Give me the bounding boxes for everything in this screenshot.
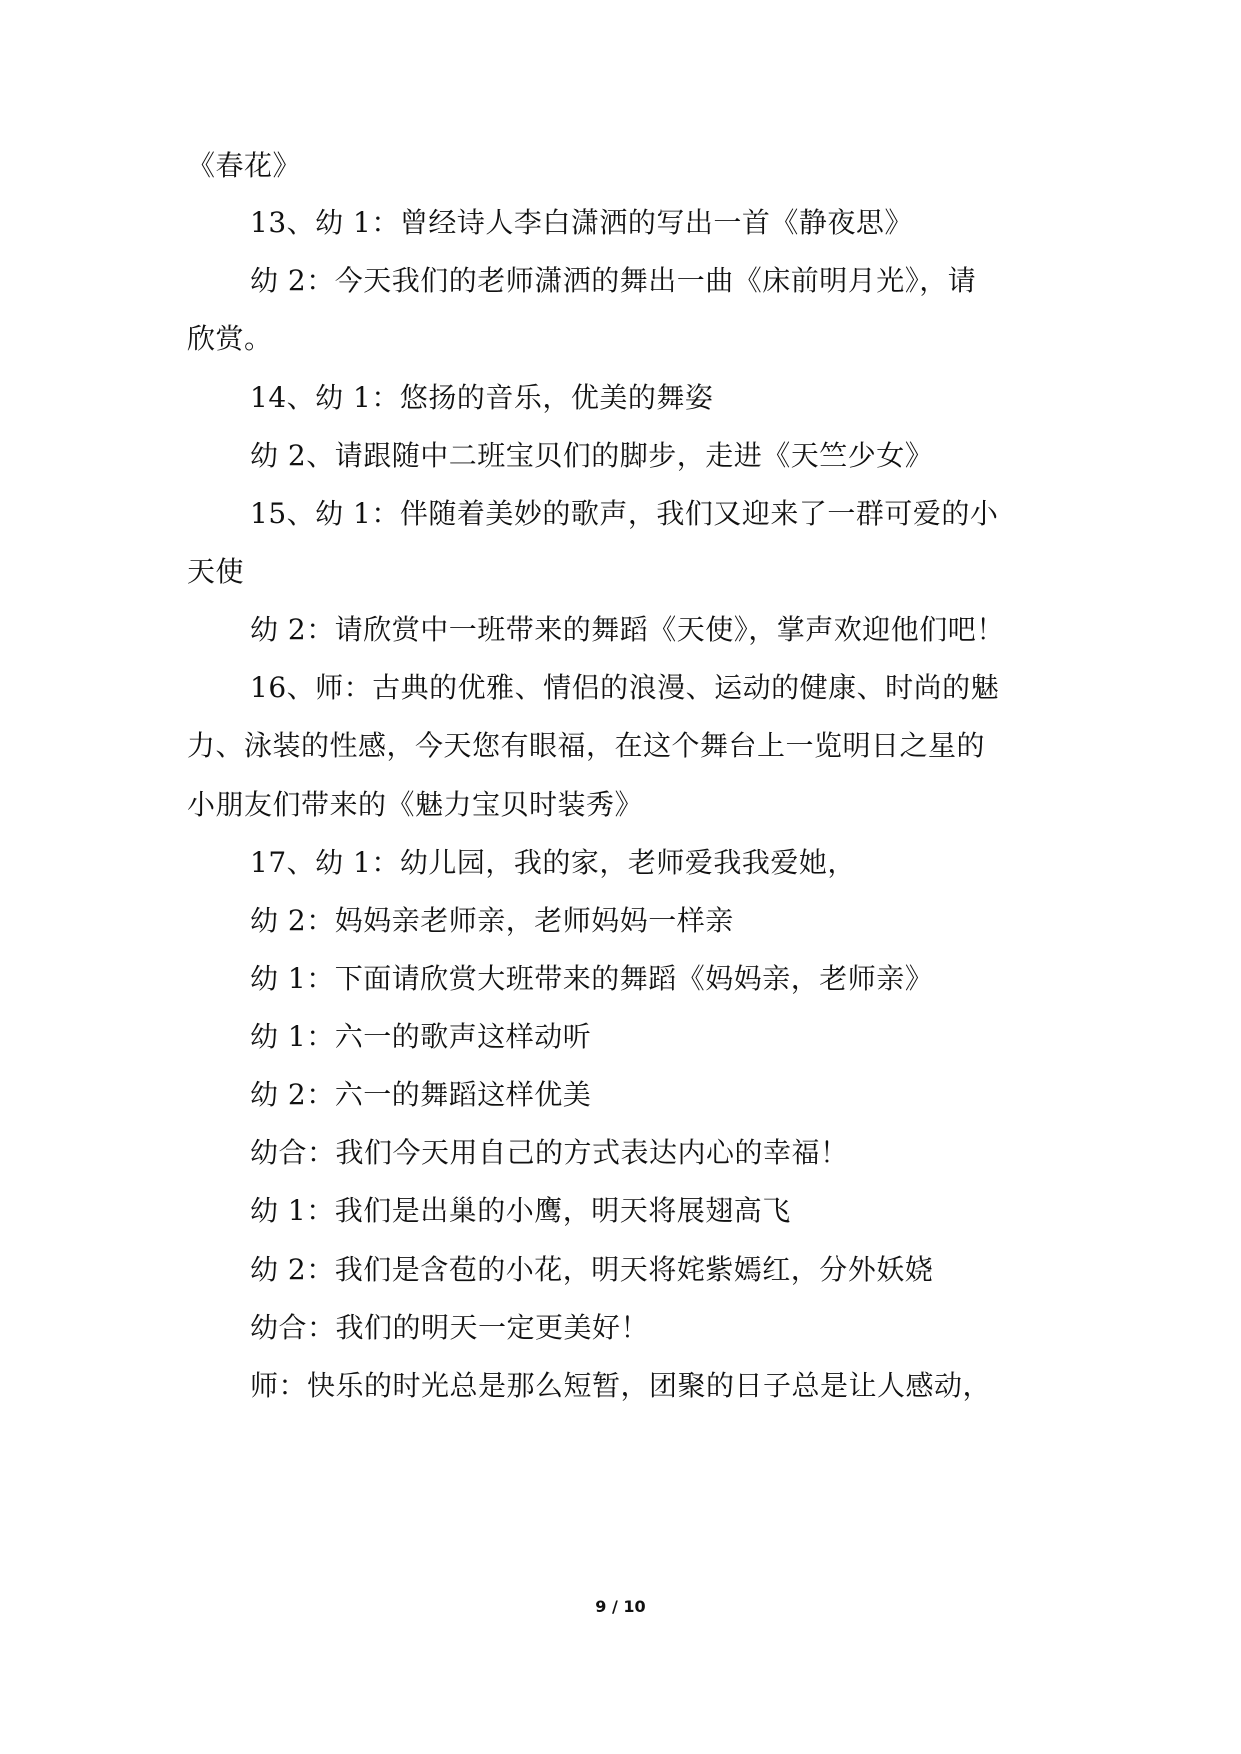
- text-line: 《春花》: [187, 149, 302, 182]
- text-line: 13、幼 1：曾经诗人李白潇洒的写出一首《静夜思》: [250, 206, 913, 239]
- text-line: 17、幼 1：幼儿园，我的家，老师爱我我爱她，: [250, 846, 856, 879]
- text-line: 幼 1：我们是出巢的小鹰，明天将展翅高飞: [250, 1194, 791, 1227]
- text-line: 幼合：我们的明天一定更美好！: [250, 1311, 650, 1344]
- text-line: 幼 2：妈妈亲老师亲，老师妈妈一样亲: [250, 904, 734, 937]
- text-line: 师：快乐的时光总是那么短暂，团聚的日子总是让人感动，: [250, 1369, 992, 1402]
- text-line: 幼 2：今天我们的老师潇洒的舞出一曲《床前明月光》，请: [250, 264, 977, 297]
- text-line: 14、幼 1：悠扬的音乐，优美的舞姿: [250, 381, 714, 414]
- text-line: 幼 2：我们是含苞的小花，明天将姹紫嫣红，分外妖娆: [250, 1253, 934, 1286]
- text-line: 15、幼 1：伴随着美妙的歌声，我们又迎来了一群可爱的小: [250, 497, 999, 530]
- text-line: 天使: [187, 555, 245, 588]
- text-line: 幼合：我们今天用自己的方式表达内心的幸福！: [250, 1136, 849, 1169]
- text-line: 欣赏。: [187, 322, 273, 355]
- text-line: 幼 1：六一的歌声这样动听: [250, 1020, 592, 1053]
- text-line: 幼 2、请跟随中二班宝贝们的脚步，走进《天竺少女》: [250, 439, 934, 472]
- text-line: 小朋友们带来的《魅力宝贝时装秀》: [187, 788, 644, 821]
- text-line: 力、泳装的性感，今天您有眼福，在这个舞台上一览明日之星的: [187, 729, 986, 762]
- text-line: 幼 2：六一的舞蹈这样优美: [250, 1078, 592, 1111]
- page-number: 9 / 10: [595, 1597, 646, 1616]
- text-line: 幼 1：下面请欣赏大班带来的舞蹈《妈妈亲，老师亲》: [250, 962, 934, 995]
- text-line: 幼 2：请欣赏中一班带来的舞蹈《天使》，掌声欢迎他们吧！: [250, 613, 1005, 646]
- text-line: 16、师：古典的优雅、情侣的浪漫、运动的健康、时尚的魅: [250, 671, 1000, 704]
